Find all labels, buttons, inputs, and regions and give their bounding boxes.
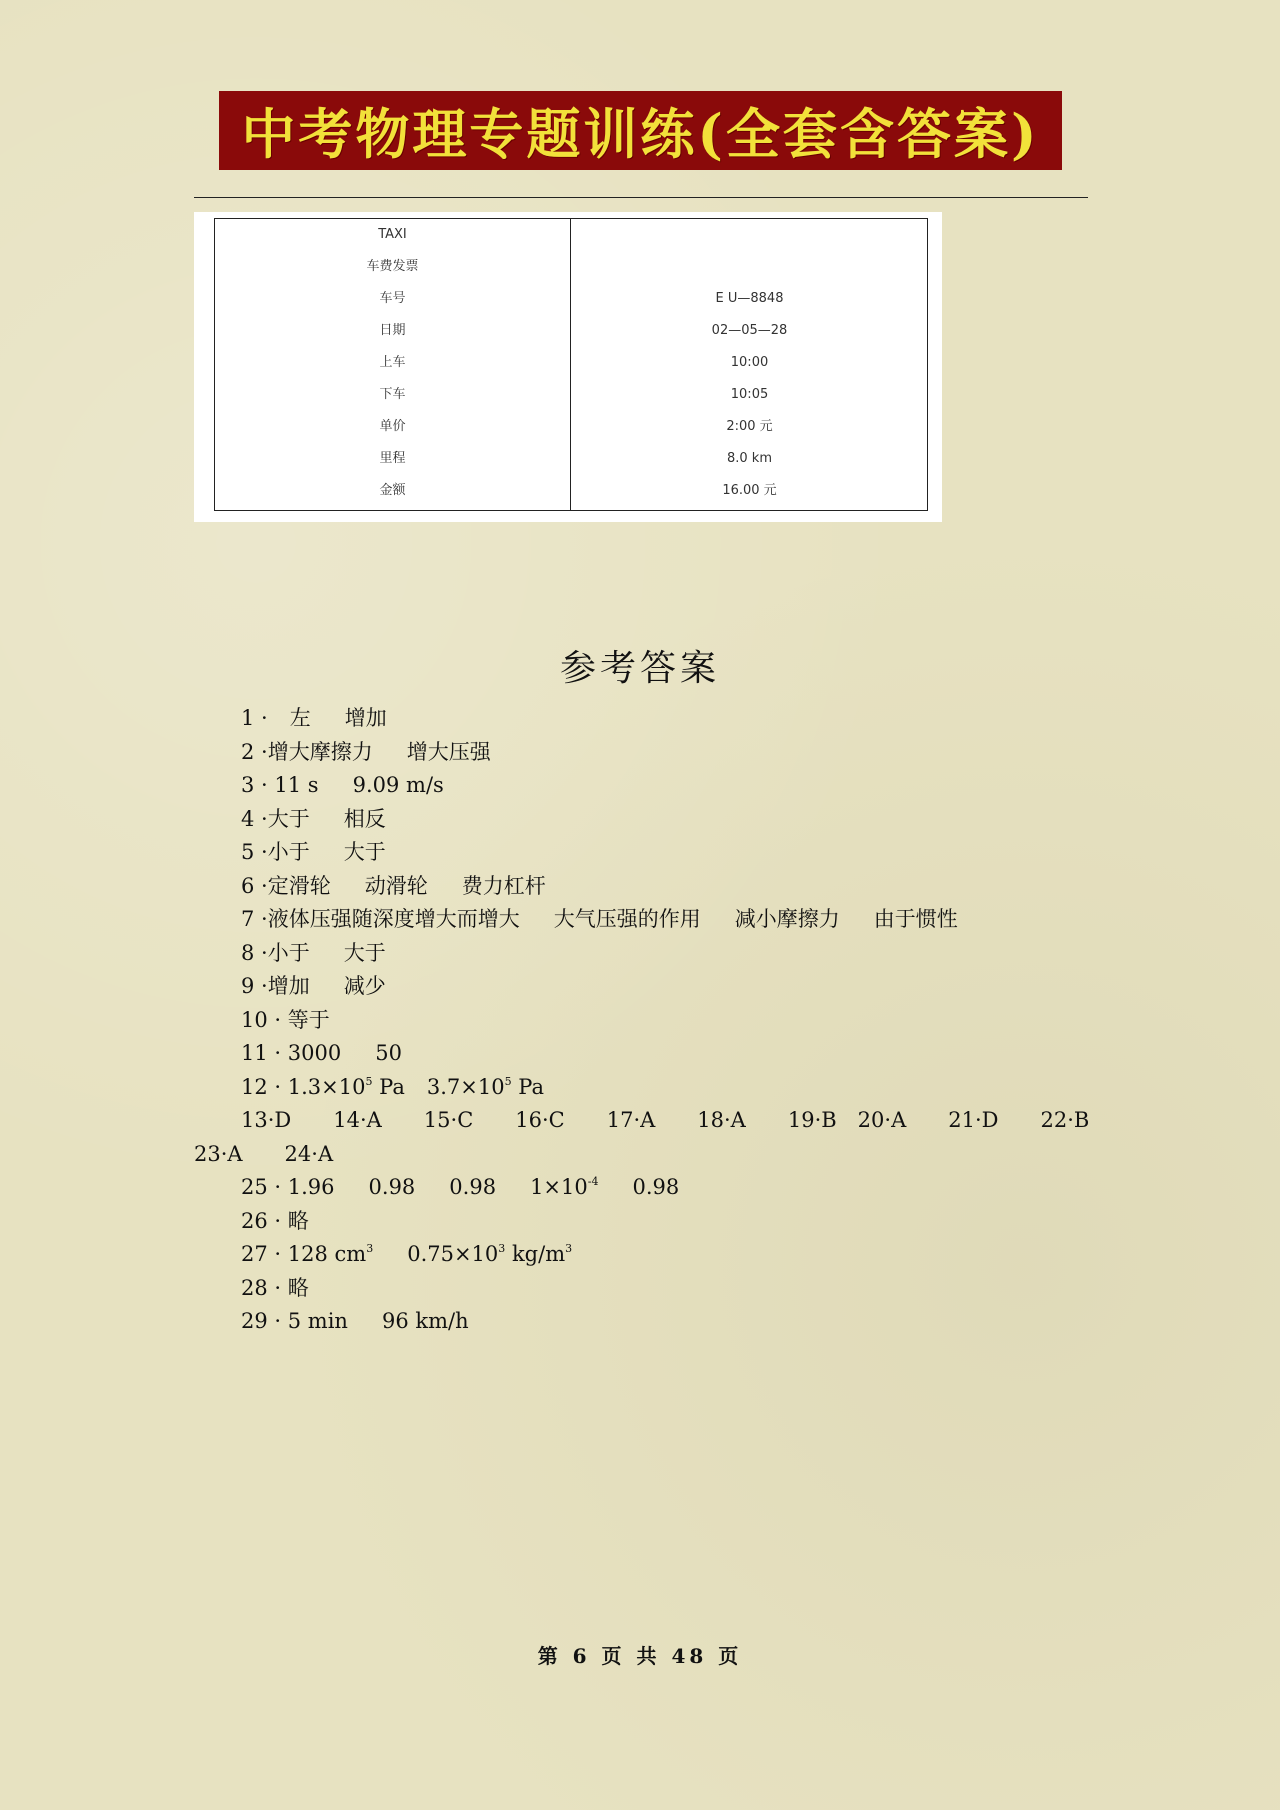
- receipt-table: [214, 218, 928, 511]
- answer-item: 4 ·大于 相反: [241, 806, 386, 831]
- answer-item: 7 ·液体压强随深度增大而增大 大气压强的作用 减小摩擦力 由于惯性: [241, 907, 958, 931]
- receipt-value: 10:05: [730, 387, 769, 402]
- receipt-value: 02—05—28: [711, 323, 788, 338]
- receipt-label: 上车: [379, 355, 406, 370]
- banner-title: 中考物理专题训练(全套含答案): [241, 102, 1040, 166]
- answer-item: 27 · 128 $cm^3$ $0.75\times 10^3$ $kg/m^3$: [241, 1242, 573, 1266]
- receipt-label: 里程: [379, 451, 406, 466]
- header-divider: [194, 197, 1088, 198]
- receipt-label: 下车: [379, 387, 406, 402]
- receipt-label: TAXI: [378, 227, 407, 242]
- receipt-value: E U—8848: [715, 291, 784, 306]
- receipt-row: [215, 475, 927, 507]
- receipt-label: 日期: [379, 323, 406, 338]
- receipt-value: 10:00: [730, 355, 769, 370]
- receipt-row: [215, 219, 927, 251]
- receipt-label: 单价: [379, 419, 406, 434]
- answer-item: $12 \cdot 1.3\times 10^5$ Pa $3.7\times 10^5$ Pa: [241, 1074, 544, 1099]
- receipt-row: [215, 347, 927, 379]
- answer-item: 5 ·小于 大于: [241, 840, 386, 864]
- answer-item: 2 ·增大摩擦力 增大压强: [241, 739, 491, 764]
- answer-item: 8 ·小于 大于: [241, 940, 386, 965]
- answer-item: 3 · 11 s 9.09 m/s: [241, 773, 444, 797]
- taxi-receipt: [194, 212, 942, 522]
- receipt-row: [215, 251, 927, 283]
- answer-item: 26 · 略: [241, 1208, 309, 1233]
- receipt-label: 车号: [379, 291, 406, 306]
- receipt-row: [215, 443, 927, 475]
- receipt-label: 金额: [379, 483, 406, 498]
- answer-item: 6 ·定滑轮 动滑轮 费力杠杆: [241, 873, 546, 898]
- answers-title: 参考答案: [559, 648, 720, 689]
- receipt-value: [571, 219, 928, 251]
- receipt-value: [571, 251, 928, 283]
- answer-item: 23·A 24·A: [194, 1141, 334, 1166]
- receipt-value: 2:00 元: [726, 419, 773, 434]
- receipt-label: 车费发票: [366, 259, 419, 274]
- answer-item: 11 · 3000 50: [241, 1041, 402, 1065]
- page-number: 第 6 页 共 48 页: [537, 1644, 743, 1668]
- answer-item: 1 · 左 增加: [241, 706, 387, 730]
- answer-item: 13·D 14·A 15·C 16·C 17·A 18·A 19·B 20·A 21·D 22·B: [241, 1108, 1090, 1132]
- receipt-row: [215, 315, 927, 347]
- receipt-row: [215, 379, 927, 411]
- answer-item: 10 · 等于: [241, 1007, 330, 1032]
- receipt-value: 16.00 元: [722, 483, 777, 498]
- title-banner: [219, 91, 1062, 170]
- answer-item: 9 ·增加 减少: [241, 974, 386, 998]
- answer-item: 29 · 5 min 96 km/h: [241, 1309, 469, 1333]
- receipt-row: [215, 283, 927, 315]
- answer-item: 28 · 略: [241, 1275, 309, 1300]
- answer-item: 25 · 1.96 0.98 0.98 $1\times 10^{-4}$ 0.98: [241, 1175, 680, 1199]
- answer-list: [194, 702, 1094, 1339]
- receipt-value: 8.0 km: [727, 451, 772, 466]
- receipt-row: [215, 411, 927, 443]
